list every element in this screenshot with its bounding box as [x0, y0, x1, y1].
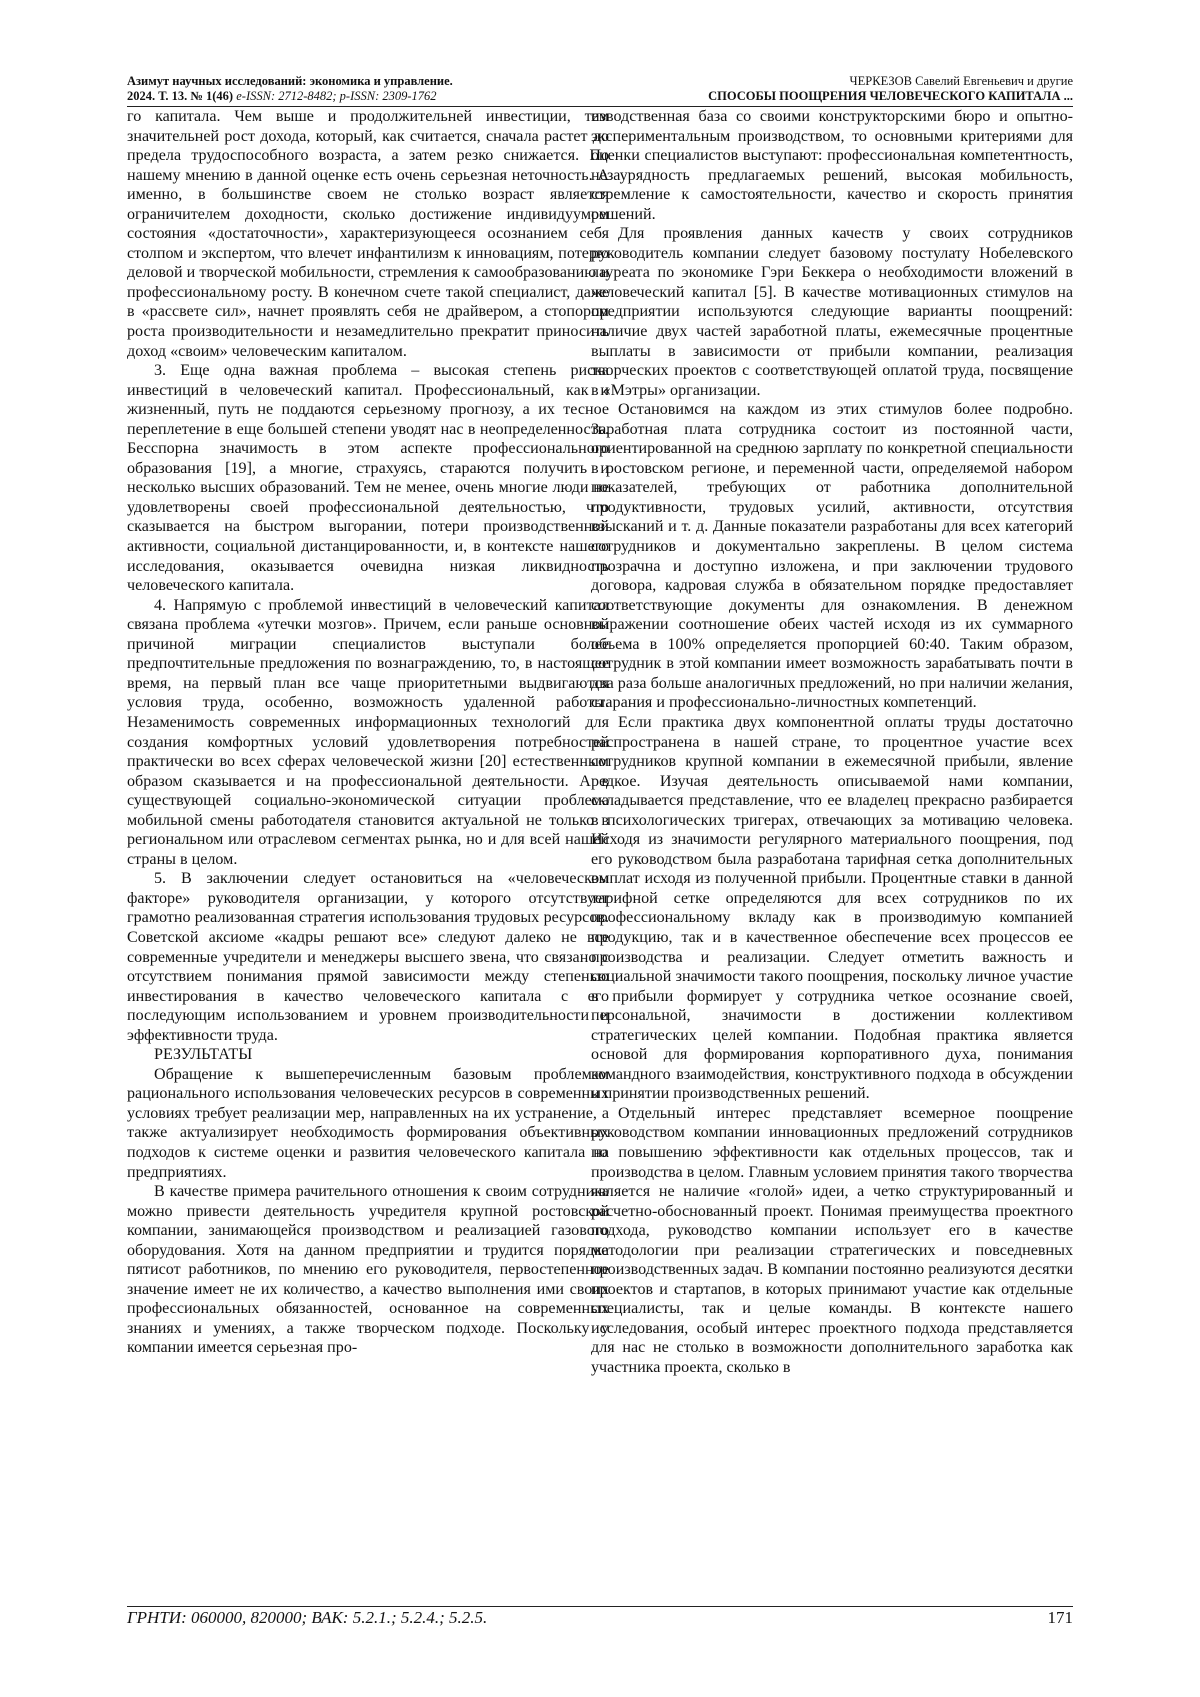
issn: e-ISSN: 2712-8482; p-ISSN: 2309-1762 — [233, 89, 437, 103]
issue-number: 2024. Т. 13. № 1(46) — [127, 89, 234, 103]
paragraph: 5. В заключении следует остановиться на «человеческом факторе» руководителя организации, у которого отсутствует грамотно реализованная стратегия использования трудовых ресурсов. Советской аксиоме «кадры решают все» следуют далеко не все современные учредители и менеджеры высшего звена, что связано с отсутствием понимания прямой зависимости между степенью инвестирования в качество человеческого капитала с его последующим использованием и уровнем производительности и эффективности труда. — [127, 870, 609, 1044]
left-column — [127, 107, 609, 1358]
paragraph: Если практика двух компонентной оплаты труды достаточно распространена в нашей стране, то процентное участие всех сотрудников крупной компании в ежемесячной прибыли, явление редкое. Изучая деятельность описываемой нами компании, складывается представление, что ее владелец прекрасно разбирается в психологических тригерах, отвечающих за мотивацию человека. Исходя из значимости регулярного материального поощрения, под его руководством была разработана тарифная сетка дополнительных выплат исходя из полученной прибыли. Процентные ставки в данной тарифной сетке определяются для всех сотрудников по их профессиональному вкладу как в производимую компанией продукцию, так и в качественное обеспечение всех процессов ее производства и реализации. Следует отметить важность и социальной значимости такого поощрения, поскольку личное участие в прибыли формирует у сотрудника четкое осознание своей, персональной, значимости в достижении коллективом стратегических целей компании. Подобная практика является основой для формирования корпоративного духа, понимания командного взаимодействия, конструктивного подхода в обсуждении и принятии производственных решений. — [591, 713, 1073, 1103]
article-authors: ЧЕРКЕЗОВ Савелий Евгеньевич и другие — [849, 74, 1073, 88]
page-number: 171 — [1047, 1608, 1073, 1627]
paragraph: В качестве примера рачительного отношения к своим сотрудника можно привести деятельность учредителя крупной ростовской компании, занимающейся производством и реализацией газового оборудования. Хотя на данном предприятии и трудится порядка пятисот работников, по мнению его руководителя, первостепенное значение имеет не их количество, а качество выполнения ими своих профессиональных обязанностей, основанное на современных знаниях и умениях, а также творческом подходе. Поскольку у компании имеется серьезная про- — [127, 1183, 609, 1357]
paragraph: Отдельный интерес представляет всемерное поощрение руководством компании инновационных предложений сотрудников по повышению эффективности как отдельных процессов, так и производства в целом. Главным условием принятия такого творчества является не наличие «голой» идеи, а четко структурированный и расчетно-обоснованный проект. Понимая преимущества проектного подхода, руководство компании использует его в качестве методологии при реализации стратегических и повседневных производственных задач. В компании постоянно реализуются десятки проектов и стартапов, в которых принимают участие как отдельные специалисты, так и целые команды. В контексте нашего исследования, особый интерес проектного подхода представляется для нас не столько в возможности дополнительного заработка как участника проекта, сколько в — [591, 1104, 1073, 1376]
journal-issue — [127, 89, 453, 104]
paragraph: Остановимся на каждом из этих стимулов более подробно. Заработная плата сотрудника состоит из постоянной части, ориентированной на среднюю зарплату по конкретной специальности в ростовском регионе, и переменной части, определяемой набором показателей, требующих от работника дополнительной продуктивности, трудовых усилий, активности, отсутствия взысканий и т. д. Данные показатели разработаны для всех категорий сотрудников и документально закреплены. В целом система прозрачна и доступно изложена, и при заключении трудового договора, кадровая служба в обязательном порядке предоставляет соответствующие документы для ознакомления. В денежном выражении соотношение обеих частей исходя из их суммарного объема в 100% определяется пропорцией 60:40. Таким образом, сотрудник в этой компании имеет возможность зарабатывать почти в два раза больше аналогичных предложений, но при наличии желания, старания и профессионально-личностных компетенций. — [591, 401, 1073, 712]
article-info — [708, 74, 1073, 104]
journal-info — [127, 74, 453, 104]
footer-rule — [127, 1606, 1073, 1607]
paragraph: го капитала. Чем выше и продолжительней инвестиции, тем значительней рост дохода, который, как считается, сначала растет до предела трудоспособного возраста, а затем резко снижается. По нашему мнению в данной оценке есть очень серьезная неточность. А именно, в большинстве своем не столько возраст является ограничителем доходности, сколько достижение индивидуумом состояния «достаточности», характеризующееся осознанием себя столпом и экспертом, что влечет инфантилизм к инновациям, потерю деловой и творческой мобильности, стремления к самообразованию и профессиональному росту. В конечном счете такой специалист, даже в «рассвете сил», начнет проявлять себя не драйвером, а стопором роста производительности и незамедлительно прекратит приносить доход «своим» человеческим капиталом. — [127, 108, 609, 360]
article-title: СПОСОБЫ ПООЩРЕНИЯ ЧЕЛОВЕЧЕСКОГО КАПИТАЛА ... — [708, 89, 1073, 103]
paragraph: 4. Напрямую с проблемой инвестиций в человеческий капитал связана проблема «утечки мозгов». Причем, если раньше основной причиной миграции специалистов выступали более предпочтительные предложения по вознаграждению, то, в настоящее время, на первый план все чаще приоритетными выдвигаются условия труда, особенно, возможность удаленной работы. Незаменимость современных информационных технологий для создания комфортных условий удовлетворения потребностей практически во всех сферах человеческой жизни [20] естественным образом сказывается и на профессиональной деятельности. А в существующей социально-экономической ситуации проблема мобильной смены работодателя становится актуальной не только в региональном или отраслевом сегментах рынка, но и для всей нашей страны в целом. — [127, 596, 609, 868]
right-column — [591, 107, 1073, 1378]
journal-title: Азимут научных исследований: экономика и управление. — [127, 74, 453, 88]
paragraph: Обращение к вышеперечисленным базовым проблемам рационального использования человеческих ресурсов в современных условиях требует реализации мер, направленных на их устранение, а также актуализирует необходимость формирования объективных подходов к системе оценки и развития человеческого капитала на предприятиях. — [127, 1065, 609, 1181]
paragraph: Для проявления данных качеств у своих сотрудников руководитель компании следует базовому постулату Нобелевского лауреата по экономике Гэри Беккера о необходимости вложений в человеческий капитал [5]. В качестве мотивационных стимулов на предприятии используются следующие варианты поощрений: наличие двух частей заработной платы, ежемесячные процентные выплаты в зависимости от прибыли компании, реализация творческих проектов с соответствующей оплатой труда, посвящение в «Мэтры» организации. — [591, 225, 1073, 399]
section-heading: РЕЗУЛЬТАТЫ — [154, 1046, 253, 1064]
running-header — [127, 74, 1073, 104]
page-footer — [127, 1608, 1073, 1630]
paragraph: изводственная база со своими конструкторскими бюро и опытно-экспериментальным производством, то основными критериями для оценки специалистов выступают: профессиональная компетентность, незаурядность предлагаемых решений, высокая мобильность, стремление к самостоятельности, качество и скорость принятия решений. — [591, 108, 1073, 223]
paragraph: 3. Еще одна важная проблема – высокая степень риска инвестиций в человеческий капитал. Профессиональный, как и жизненный, путь не поддаются серьезному прогнозу, а их тесное переплетение в еще большей степени уводят нас в неопределенность. Бесспорна значимость в этом аспекте профессионального образования [19], а многие, страхуясь, стараются получить и несколько высших образований. Тем не менее, очень многие люди не удовлетворены своей профессиональной деятельностью, что сказывается на быстром выгорании, потери производственной активности, социальной дистанцированности, и, в контексте нашего исследования, оказывается очевидна низкая ликвидность человеческого капитала. — [127, 362, 609, 595]
classification-codes: ГРНТИ: 060000, 820000; ВАК: 5.2.1.; 5.2.4.; 5.2.5. — [127, 1608, 488, 1627]
